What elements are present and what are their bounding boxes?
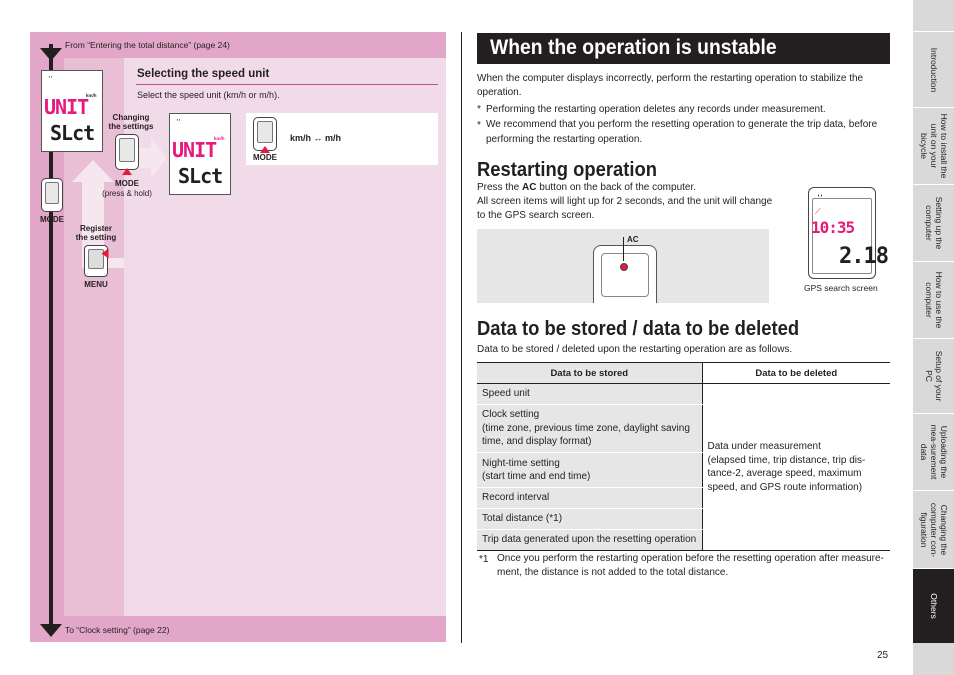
tab-uploading[interactable]: [913, 413, 954, 490]
data-table: [477, 362, 890, 551]
lcd-kmh-label-2: km/h: [214, 136, 225, 141]
mode-hold-sub: (press & hold): [102, 188, 152, 198]
device-back-inner: [601, 253, 649, 297]
mode-press-hold-label: [94, 179, 160, 198]
register-line-2: the setting: [75, 233, 117, 243]
footnote-text: Once you perform the restarting operation before the resetting operation after measure-ment, the distance is not added to the total distance.: [497, 553, 884, 578]
tab-install[interactable]: [913, 107, 954, 184]
column-divider: [461, 32, 462, 643]
data-heading: Data to be stored / data to be deleted: [477, 318, 800, 340]
deleted-data-cell: Data under measurement (elapsed time, trip distance, trip dis-tance-2, average speed, maximum speed, and GPS route information): [702, 384, 890, 551]
gps-value: 2.18: [839, 244, 888, 269]
tab-setup-pc-label: Setup of your PC: [923, 350, 944, 402]
register-setting-label: [64, 224, 128, 242]
stored-trip-data: Trip data generated upon the resetting operation: [477, 530, 702, 551]
tab-install-label: How to install the unit on your bicycle: [918, 113, 949, 179]
menu-press-arrow: [102, 249, 109, 259]
stored-clock-setting: Clock setting (time zone, previous time zone, daylight saving time, and display format): [477, 405, 702, 453]
table-header-row: [477, 363, 890, 384]
tab-how-to-use[interactable]: [913, 261, 954, 338]
flow-arrow-right: [138, 148, 152, 168]
lcd-slct-text-2: SLct: [178, 164, 223, 188]
ac-button[interactable]: [620, 263, 628, 271]
header-stored: Data to be stored: [477, 363, 702, 384]
mode-select-arrow: [260, 146, 270, 153]
tab-introduction[interactable]: [913, 31, 954, 107]
restart-description: All screen items will light up for 2 seconds, and the unit will change to the GPS search screen.: [477, 196, 773, 221]
brand-logo: ◖◗: [48, 74, 53, 79]
mode-label-select: MODE: [253, 153, 277, 162]
changing-line-1: Changing: [112, 113, 150, 122]
to-note: To “Clock setting” (page 22): [65, 625, 170, 635]
restart-heading: Restarting operation: [477, 159, 657, 181]
flow-arrow-right-head: [151, 138, 167, 178]
tab-changing[interactable]: [913, 490, 954, 568]
restart-text-a: Press the: [477, 182, 523, 193]
ac-pointer-line: [623, 237, 624, 261]
restart-ac-bold: AC: [522, 182, 537, 193]
speed-title-rule: [136, 84, 438, 85]
bullet-1: Performing the restarting operation deletes any records under measurement.: [486, 104, 826, 115]
lcd-unit-text: UNIT: [44, 95, 89, 119]
table-row: [477, 384, 890, 405]
stored-speed-unit: Speed unit: [477, 384, 702, 405]
gps-time: 10:35: [811, 218, 855, 237]
from-note: From “Entering the total distance” (page 24): [65, 40, 230, 50]
data-intro: Data to be stored / deleted upon the restarting operation are as follows.: [477, 344, 793, 355]
tab-changing-label: Changing the computer con-figuration: [918, 502, 949, 557]
mode-label-left: MODE: [40, 215, 64, 224]
register-line-1: Register: [79, 224, 112, 233]
timeline-top-arrow: [40, 48, 62, 61]
tab-uploading-label: Uploading the mea-surement data: [918, 424, 949, 480]
ac-label: AC: [627, 235, 639, 244]
tab-how-to-use-label: How to use the computer: [923, 271, 944, 329]
restart-instruction: [477, 181, 787, 195]
lcd-kmh-label: km/h: [86, 93, 97, 98]
device-display-setting: [169, 113, 231, 195]
gps-signal-icon: ⟋: [815, 207, 821, 216]
stored-record-interval: Record interval: [477, 488, 702, 509]
tab-setting-up[interactable]: [913, 184, 954, 261]
restart-text-c: button on the back of the computer.: [536, 182, 697, 193]
lcd-unit-text-2: UNIT: [172, 138, 217, 162]
device-display-unit: [41, 70, 103, 152]
tab-introduction-label: Introduction: [928, 47, 939, 92]
footnote-mark: *1: [479, 554, 489, 565]
gps-caption: GPS search screen: [804, 283, 878, 293]
changing-line-2: the settings: [108, 122, 154, 132]
speed-unit-title: Selecting the speed unit: [137, 68, 270, 80]
mode-device-timeline: [41, 178, 63, 212]
ac-button-illustration: [477, 229, 769, 303]
tab-setup-pc[interactable]: [913, 338, 954, 413]
bullet-2: We recommend that you perform the resetting operation to generate the trip data, before performing the restarting operation.: [486, 119, 878, 145]
mode-device-hold[interactable]: [115, 134, 139, 170]
menu-label: MENU: [84, 280, 108, 289]
stored-total-distance: Total distance (*1): [477, 509, 702, 530]
stored-night-time: Night-time setting (start time and end time): [477, 453, 702, 488]
changing-settings-label: [102, 113, 160, 131]
tab-others-label: Others: [928, 593, 939, 619]
header-deleted: Data to be deleted: [702, 363, 890, 384]
mode-hold-arrow: [122, 168, 132, 175]
intro-text: When the computer displays incorrectly, perform the restarting operation to stabilize the operation.: [477, 73, 864, 98]
page-number: 25: [877, 650, 889, 661]
tab-setting-up-label: Setting up the computer: [923, 196, 944, 250]
tab-others[interactable]: [913, 568, 954, 643]
mode-hold-title: MODE: [115, 179, 139, 188]
gps-search-device: [808, 187, 888, 279]
page-title: When the operation is unstable: [490, 36, 777, 59]
bullet-1-mark: *: [477, 104, 481, 115]
bullet-2-mark: *: [477, 120, 481, 131]
gps-brand-logo: ◖◗: [817, 193, 824, 199]
page-title-bar: [477, 33, 890, 64]
lcd-slct-text: SLct: [50, 121, 95, 145]
timeline-bottom-arrow: [40, 624, 62, 637]
unit-option-text: km/h ↔ m/h: [290, 133, 342, 143]
speed-unit-desc: Select the speed unit (km/h or m/h).: [137, 90, 280, 100]
brand-logo-2: ◖◗: [176, 117, 181, 122]
